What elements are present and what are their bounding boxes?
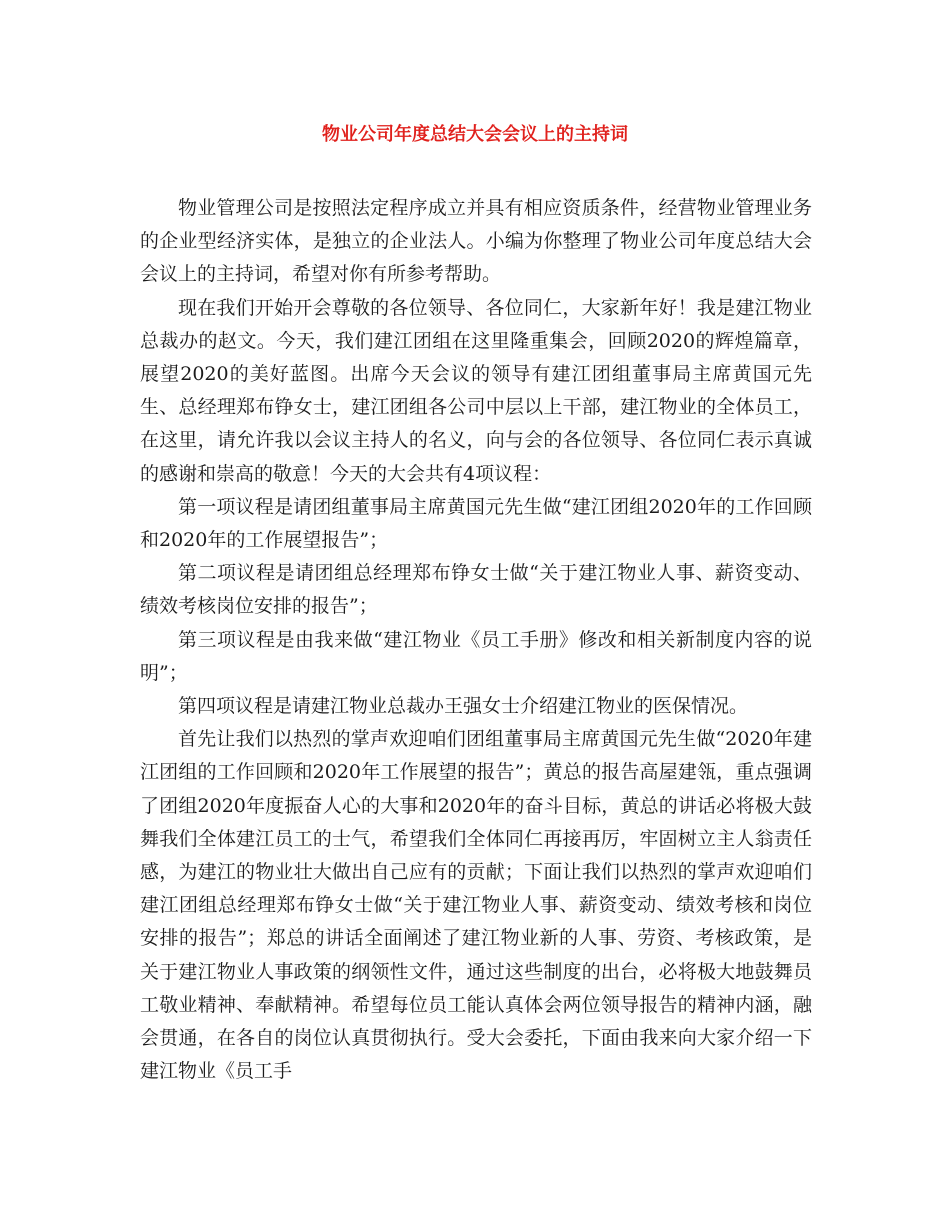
paragraph-agenda-item-1: 第一项议程是请团组董事局主席黄国元先生做“建江团组2020年的工作回顾和2020年的工作展望报告”； [140, 495, 812, 552]
paragraph-opening-remarks: 现在我们开始开会尊敬的各位领导、各位同仁，大家新年好！我是建江物业总裁办的赵文。今天，我们建江团组在这里隆重集会，回顾2020的辉煌篇章，展望2020的美好蓝图。出席今天会议的领导有建江团组董事局主席黄国元先生、总经理郑布铮女士，建江团组各公司中层以上干部，建江物业的全体员工，在这里，请允许我以会议主持人的名义，向与会的各位领导、各位同仁表示真诚的感谢和崇高的敬意！今天的大会共有4项议程： [140, 296, 812, 485]
document-title: 物业公司年度总结大会会议上的主持词 [322, 124, 628, 145]
paragraph-agenda-item-3: 第三项议程是由我来做“建江物业《员工手册》修改和相关新制度内容的说明”； [140, 628, 812, 684]
paragraph-intro: 物业管理公司是按照法定程序成立并具有相应资质条件，经营物业管理业务的企业型经济实体，是独立的企业法人。小编为你整理了物业公司年度总结大会会议上的主持词，希望对你有所参考帮助。 [140, 197, 812, 286]
paragraph-agenda-item-2: 第二项议程是请团组总经理郑布铮女士做“关于建江物业人事、薪资变动、绩效考核岗位安排的报告”； [140, 562, 812, 618]
paragraph-agenda-item-4: 第四项议程是请建江物业总裁办王强女士介绍建江物业的医保情况。 [178, 695, 749, 718]
document-body [140, 192, 812, 1088]
paragraph-proceedings: 首先让我们以热烈的掌声欢迎咱们团组董事局主席黄国元先生做“2020年建江团组的工作回顾和2020年工作展望的报告”；黄总的报告高屋建瓴，重点强调了团组2020年度振奋人心的大事和2020年的奋斗目标，黄总的讲话必将极大鼓舞我们全体建江员工的士气，希望我们全体同仁再接再厉，牢固树立主人翁责任感，为建江的物业壮大做出自己应有的贡献；下面让我们以热烈的掌声欢迎咱们建江团组总经理郑布铮女士做“关于建江物业人事、薪资变动、绩效考核和岗位安排的报告”；郑总的讲话全面阐述了建江物业新的人事、劳资、考核政策，是关于建江物业人事政策的纲领性文件，通过这些制度的出台，必将极大地鼓舞员工敬业精神、奉献精神。希望每位员工能认真体会两位领导报告的精神内涵，融会贯通，在各自的岗位认真贯彻执行。受大会委托，下面由我来向大家介绍一下建江物业《员工手 [140, 728, 812, 1083]
